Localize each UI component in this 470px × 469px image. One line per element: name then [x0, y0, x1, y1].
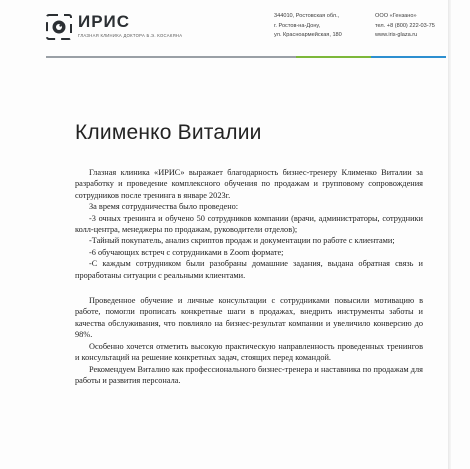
contact-company: ООО «Гензано» [375, 13, 417, 19]
list-item: -Тайный покупатель, анализ скриптов продаж и документации по работе с клиентами; [89, 236, 395, 246]
divider-blue-segment [371, 56, 446, 58]
logo-name: ИРИС [78, 12, 131, 31]
list-item: -3 очных тренинга и обучено 50 сотрудников компании (врачи, администраторы, сотрудники колл-центра, менеджеры по продажам, руководители отделов); [75, 213, 423, 235]
list-item: -С каждым сотрудником были разобраны домашние задания, выдана обратная связь и проработаны ситуации с реальными клиентами. [75, 259, 423, 280]
eye-logo-icon [46, 14, 72, 40]
contact-phone: тел. +8 (800) 222-03-75 [375, 22, 435, 29]
body-paragraph: Рекомендуем Виталию как профессионального бизнес-тренера и наставника по продажам для работы и развития персонала. [75, 364, 423, 385]
body-paragraph: Проведенное обучение и личные консультации с сотрудниками повысили мотивацию в работе, помогли прописать конкретные шаги в продажах, внедрить инструменты заботы и качества обслуживания, что повлияло на бизнес-результат компании и увеличило конверсию до 98%. [75, 296, 423, 340]
body-paragraph: Особенно хочется отметить высокую практическую направленность проведенных тренингов и консультаций на решение конкретных задач, стоящих перед командой. [75, 341, 423, 363]
address-line: ул. Красноармейская, 180 [274, 32, 342, 38]
divider-green-segment [296, 56, 371, 58]
clinic-contacts [375, 12, 445, 41]
logo-subtitle: ГЛАЗНАЯ КЛИНИКА ДОКТОРА Б.Э. КОСАКЯНА [78, 33, 183, 38]
list-item: -6 обучающих встреч с сотрудниками в Zoom формате; [89, 247, 284, 257]
letter-body [75, 167, 423, 386]
divider-gray-segment [46, 56, 296, 58]
page-edge-shadow [448, 0, 451, 469]
body-paragraph: Глазная клиника «ИРИС» выражает благодарность бизнес-тренеру Клименко Виталии за разработку и проведение комплексного обучения по продажам и групповому сопровождения сотрудников после тренинга в январе 2023г. [75, 168, 423, 200]
letter-title: Клименко Виталии [75, 121, 262, 144]
clinic-address [274, 12, 366, 41]
clinic-logo [46, 12, 183, 46]
contact-website: www.iris-glaza.ru [375, 32, 418, 38]
body-paragraph: За время сотрудничества было проведено: [89, 202, 239, 212]
address-line: 344010, Ростовская обл., [274, 13, 340, 19]
address-line: г. Ростов-на-Дону, [274, 22, 321, 29]
letterhead-divider [46, 56, 446, 58]
